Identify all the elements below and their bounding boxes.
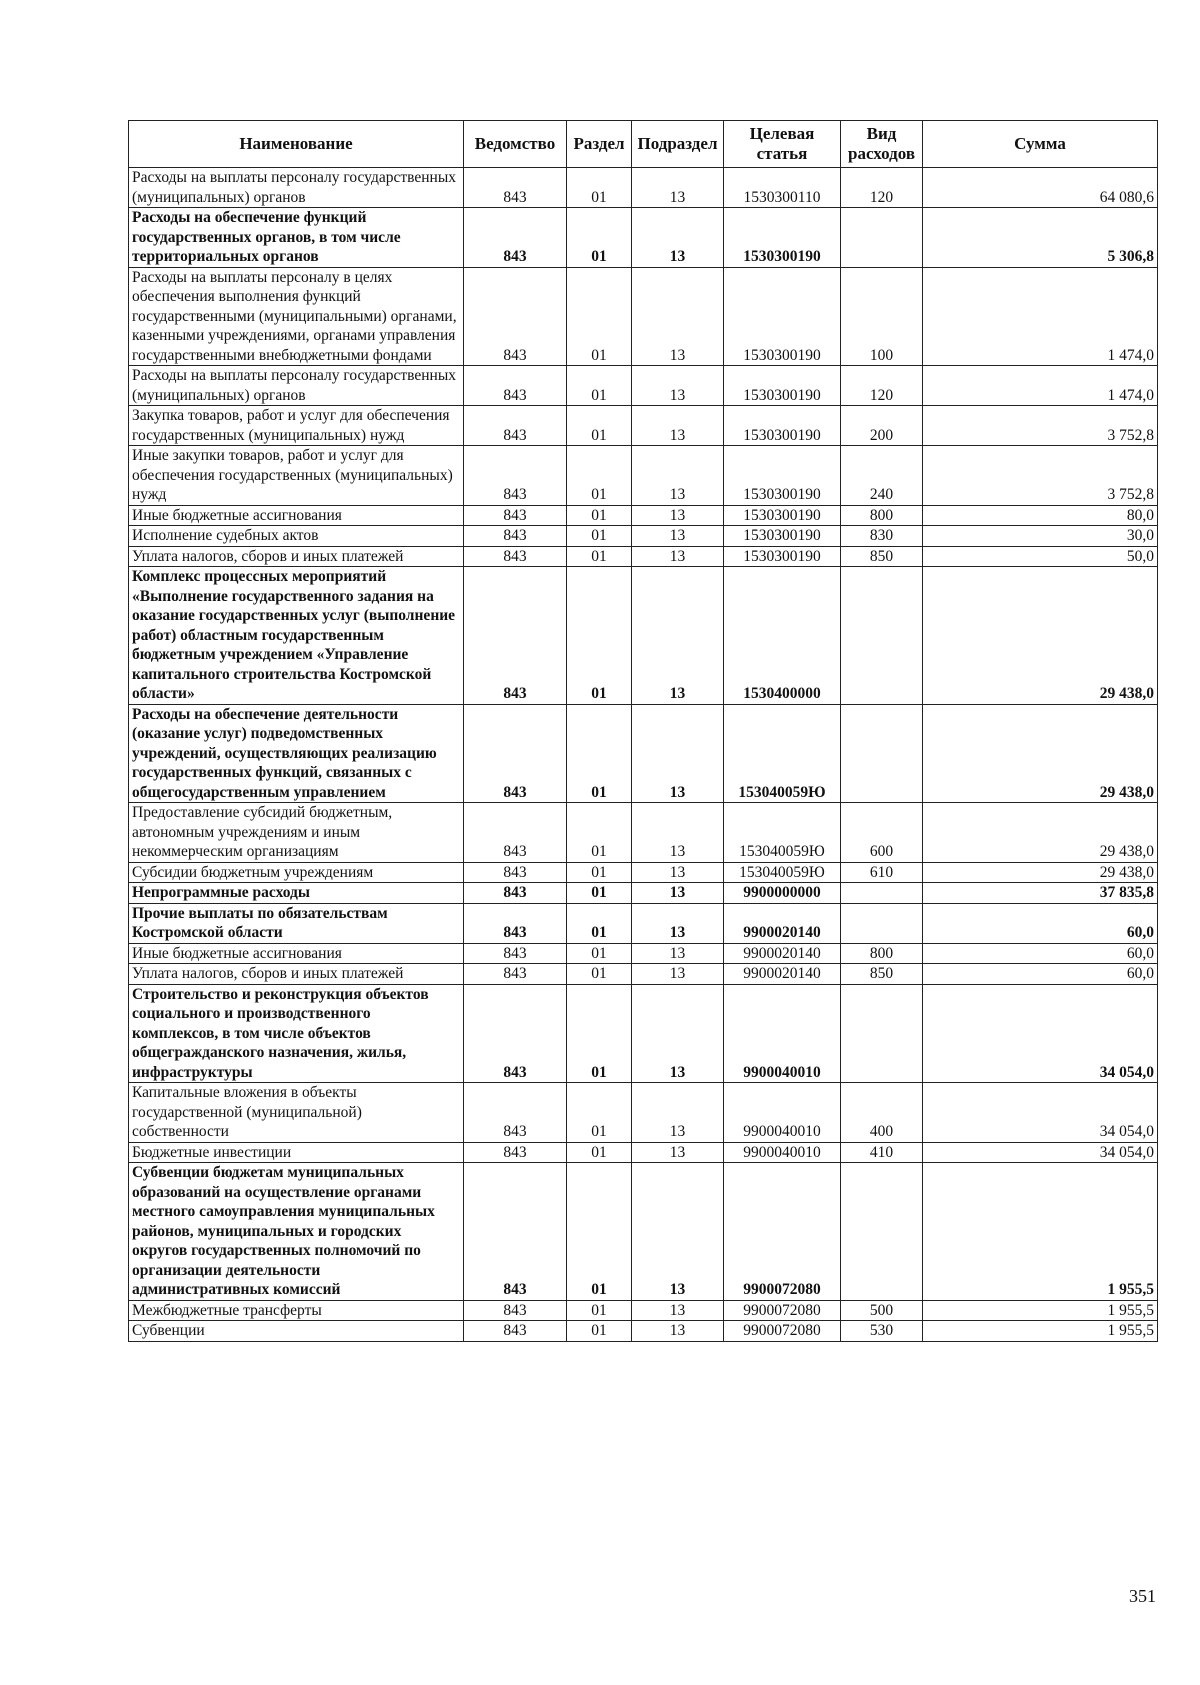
cell-name: Расходы на обеспечение функций государственных органов, в том числе территориальных органов xyxy=(129,208,464,268)
cell-subsection: 13 xyxy=(632,803,724,863)
cell-target: 9900000000 xyxy=(724,883,841,904)
header-row xyxy=(129,121,1158,168)
cell-department: 843 xyxy=(464,903,567,943)
header-name: Наименование xyxy=(129,121,464,168)
cell-target: 9900040010 xyxy=(724,1142,841,1163)
cell-name: Расходы на выплаты персоналу в целях обеспечения выполнения функций государственными (муниципальными) органами, казенными учреждениями, органами управления государственными внебюджетными фондами xyxy=(129,267,464,366)
cell-department: 843 xyxy=(464,546,567,567)
cell-section: 01 xyxy=(567,1083,632,1143)
cell-subsection: 13 xyxy=(632,406,724,446)
header-section: Раздел xyxy=(567,121,632,168)
cell-amount: 50,0 xyxy=(923,546,1158,567)
cell-subsection: 13 xyxy=(632,208,724,268)
cell-target: 9900020140 xyxy=(724,964,841,985)
header-type: Вид расходов xyxy=(841,121,923,168)
cell-department: 843 xyxy=(464,704,567,803)
cell-department: 843 xyxy=(464,1142,567,1163)
cell-name: Субвенции бюджетам муниципальных образований на осуществление органами местного самоуправления муниципальных районов, муниципальных и городских округов государственных полномочий по организации деятельности административных комиссий xyxy=(129,1163,464,1301)
cell-name: Прочие выплаты по обязательствам Костромской области xyxy=(129,903,464,943)
cell-type: 610 xyxy=(841,862,923,883)
cell-amount: 64 080,6 xyxy=(923,168,1158,208)
cell-amount: 1 955,5 xyxy=(923,1321,1158,1342)
cell-type: 800 xyxy=(841,943,923,964)
cell-department: 843 xyxy=(464,168,567,208)
cell-amount: 34 054,0 xyxy=(923,984,1158,1083)
cell-type: 600 xyxy=(841,803,923,863)
cell-name: Уплата налогов, сборов и иных платежей xyxy=(129,964,464,985)
cell-section: 01 xyxy=(567,862,632,883)
cell-subsection: 13 xyxy=(632,505,724,526)
cell-target: 1530300190 xyxy=(724,546,841,567)
cell-subsection: 13 xyxy=(632,883,724,904)
cell-department: 843 xyxy=(464,567,567,705)
cell-subsection: 13 xyxy=(632,1300,724,1321)
cell-section: 01 xyxy=(567,903,632,943)
cell-type: 120 xyxy=(841,366,923,406)
table-row xyxy=(129,406,1158,446)
cell-target: 1530300190 xyxy=(724,446,841,506)
cell-subsection: 13 xyxy=(632,943,724,964)
cell-target: 1530300190 xyxy=(724,267,841,366)
cell-name: Расходы на выплаты персоналу государственных (муниципальных) органов xyxy=(129,366,464,406)
cell-target: 1530300190 xyxy=(724,505,841,526)
table-row xyxy=(129,446,1158,506)
cell-section: 01 xyxy=(567,803,632,863)
cell-subsection: 13 xyxy=(632,567,724,705)
cell-subsection: 13 xyxy=(632,1142,724,1163)
cell-department: 843 xyxy=(464,943,567,964)
cell-type: 400 xyxy=(841,1083,923,1143)
cell-subsection: 13 xyxy=(632,168,724,208)
cell-target: 9900072080 xyxy=(724,1321,841,1342)
cell-department: 843 xyxy=(464,267,567,366)
cell-subsection: 13 xyxy=(632,984,724,1083)
cell-section: 01 xyxy=(567,267,632,366)
cell-subsection: 13 xyxy=(632,1321,724,1342)
cell-type: 830 xyxy=(841,526,923,547)
cell-type: 800 xyxy=(841,505,923,526)
cell-target: 153040059Ю xyxy=(724,704,841,803)
cell-amount: 29 438,0 xyxy=(923,704,1158,803)
cell-section: 01 xyxy=(567,704,632,803)
cell-type: 100 xyxy=(841,267,923,366)
cell-name: Закупка товаров, работ и услуг для обеспечения государственных (муниципальных) нужд xyxy=(129,406,464,446)
header-subsection: Подраздел xyxy=(632,121,724,168)
cell-amount: 29 438,0 xyxy=(923,803,1158,863)
cell-department: 843 xyxy=(464,406,567,446)
table-row xyxy=(129,267,1158,366)
cell-amount: 34 054,0 xyxy=(923,1142,1158,1163)
table-row xyxy=(129,803,1158,863)
table-row xyxy=(129,1163,1158,1301)
cell-subsection: 13 xyxy=(632,267,724,366)
cell-name: Иные бюджетные ассигнования xyxy=(129,943,464,964)
cell-amount: 29 438,0 xyxy=(923,862,1158,883)
cell-name: Строительство и реконструкция объектов социального и производственного комплексов, в том числе объектов общегражданского назначения, жилья, инфраструктуры xyxy=(129,984,464,1083)
cell-target: 9900072080 xyxy=(724,1300,841,1321)
cell-department: 843 xyxy=(464,208,567,268)
cell-target: 1530400000 xyxy=(724,567,841,705)
table-row xyxy=(129,567,1158,705)
cell-amount: 1 955,5 xyxy=(923,1163,1158,1301)
header-target: Целевая статья xyxy=(724,121,841,168)
page-number: 351 xyxy=(1129,1586,1156,1606)
cell-subsection: 13 xyxy=(632,903,724,943)
cell-target: 153040059Ю xyxy=(724,803,841,863)
cell-target: 9900020140 xyxy=(724,903,841,943)
cell-type: 120 xyxy=(841,168,923,208)
cell-department: 843 xyxy=(464,1083,567,1143)
cell-amount: 29 438,0 xyxy=(923,567,1158,705)
table-row xyxy=(129,1142,1158,1163)
cell-amount: 1 474,0 xyxy=(923,366,1158,406)
cell-department: 843 xyxy=(464,1321,567,1342)
table-row xyxy=(129,943,1158,964)
table-row xyxy=(129,964,1158,985)
cell-subsection: 13 xyxy=(632,1083,724,1143)
cell-subsection: 13 xyxy=(632,366,724,406)
cell-section: 01 xyxy=(567,526,632,547)
cell-target: 9900040010 xyxy=(724,1083,841,1143)
table-row xyxy=(129,862,1158,883)
table-body xyxy=(129,168,1158,1342)
cell-department: 843 xyxy=(464,883,567,904)
cell-type: 500 xyxy=(841,1300,923,1321)
cell-section: 01 xyxy=(567,1163,632,1301)
cell-type: 530 xyxy=(841,1321,923,1342)
cell-section: 01 xyxy=(567,943,632,964)
cell-section: 01 xyxy=(567,446,632,506)
cell-target: 1530300110 xyxy=(724,168,841,208)
cell-name: Иные бюджетные ассигнования xyxy=(129,505,464,526)
cell-department: 843 xyxy=(464,803,567,863)
budget-table xyxy=(128,120,1158,1342)
cell-type xyxy=(841,883,923,904)
cell-target: 1530300190 xyxy=(724,366,841,406)
cell-department: 843 xyxy=(464,1300,567,1321)
cell-amount: 1 474,0 xyxy=(923,267,1158,366)
table-row xyxy=(129,505,1158,526)
cell-target: 1530300190 xyxy=(724,406,841,446)
table-row xyxy=(129,1300,1158,1321)
cell-subsection: 13 xyxy=(632,446,724,506)
cell-type: 850 xyxy=(841,964,923,985)
cell-type: 240 xyxy=(841,446,923,506)
cell-department: 843 xyxy=(464,862,567,883)
header-department: Ведомство xyxy=(464,121,567,168)
cell-section: 01 xyxy=(567,1142,632,1163)
cell-section: 01 xyxy=(567,168,632,208)
cell-subsection: 13 xyxy=(632,1163,724,1301)
cell-section: 01 xyxy=(567,406,632,446)
cell-name: Исполнение судебных актов xyxy=(129,526,464,547)
cell-type xyxy=(841,984,923,1083)
cell-section: 01 xyxy=(567,883,632,904)
table-row xyxy=(129,984,1158,1083)
table-row xyxy=(129,1083,1158,1143)
cell-subsection: 13 xyxy=(632,704,724,803)
cell-name: Непрограммные расходы xyxy=(129,883,464,904)
cell-department: 843 xyxy=(464,964,567,985)
cell-amount: 34 054,0 xyxy=(923,1083,1158,1143)
cell-amount: 5 306,8 xyxy=(923,208,1158,268)
table-row xyxy=(129,366,1158,406)
cell-department: 843 xyxy=(464,446,567,506)
cell-amount: 80,0 xyxy=(923,505,1158,526)
cell-name: Уплата налогов, сборов и иных платежей xyxy=(129,546,464,567)
cell-amount: 30,0 xyxy=(923,526,1158,547)
cell-type xyxy=(841,903,923,943)
cell-section: 01 xyxy=(567,1321,632,1342)
cell-name: Межбюджетные трансферты xyxy=(129,1300,464,1321)
cell-amount: 3 752,8 xyxy=(923,446,1158,506)
cell-amount: 37 835,8 xyxy=(923,883,1158,904)
table-row xyxy=(129,903,1158,943)
cell-name: Предоставление субсидий бюджетным, автономным учреждениям и иным некоммерческим организациям xyxy=(129,803,464,863)
table-row xyxy=(129,883,1158,904)
cell-section: 01 xyxy=(567,208,632,268)
cell-amount: 60,0 xyxy=(923,964,1158,985)
cell-subsection: 13 xyxy=(632,964,724,985)
table-row xyxy=(129,704,1158,803)
cell-name: Комплекс процессных мероприятий «Выполнение государственного задания на оказание государственных услуг (выполнение работ) областным государственным бюджетным учреждением «Управление капитального строительства Костромской области» xyxy=(129,567,464,705)
table-row xyxy=(129,168,1158,208)
table-row xyxy=(129,546,1158,567)
cell-section: 01 xyxy=(567,366,632,406)
cell-subsection: 13 xyxy=(632,526,724,547)
cell-target: 9900020140 xyxy=(724,943,841,964)
table-row xyxy=(129,526,1158,547)
cell-department: 843 xyxy=(464,1163,567,1301)
cell-amount: 3 752,8 xyxy=(923,406,1158,446)
cell-section: 01 xyxy=(567,1300,632,1321)
table-row xyxy=(129,1321,1158,1342)
cell-type: 200 xyxy=(841,406,923,446)
cell-name: Иные закупки товаров, работ и услуг для обеспечения государственных (муниципальных) нужд xyxy=(129,446,464,506)
cell-type xyxy=(841,704,923,803)
cell-name: Капитальные вложения в объекты государственной (муниципальной) собственности xyxy=(129,1083,464,1143)
cell-department: 843 xyxy=(464,984,567,1083)
cell-section: 01 xyxy=(567,964,632,985)
cell-type xyxy=(841,567,923,705)
cell-section: 01 xyxy=(567,984,632,1083)
cell-name: Субсидии бюджетным учреждениям xyxy=(129,862,464,883)
cell-type xyxy=(841,1163,923,1301)
cell-target: 153040059Ю xyxy=(724,862,841,883)
cell-department: 843 xyxy=(464,505,567,526)
cell-target: 9900072080 xyxy=(724,1163,841,1301)
cell-name: Субвенции xyxy=(129,1321,464,1342)
cell-amount: 1 955,5 xyxy=(923,1300,1158,1321)
cell-department: 843 xyxy=(464,526,567,547)
cell-department: 843 xyxy=(464,366,567,406)
cell-type: 850 xyxy=(841,546,923,567)
cell-name: Бюджетные инвестиции xyxy=(129,1142,464,1163)
cell-target: 1530300190 xyxy=(724,526,841,547)
cell-type: 410 xyxy=(841,1142,923,1163)
cell-name: Расходы на выплаты персоналу государственных (муниципальных) органов xyxy=(129,168,464,208)
cell-amount: 60,0 xyxy=(923,903,1158,943)
cell-target: 9900040010 xyxy=(724,984,841,1083)
cell-name: Расходы на обеспечение деятельности (оказание услуг) подведомственных учреждений, осуществляющих реализацию государственных функций, связанных с общегосударственным управлением xyxy=(129,704,464,803)
cell-subsection: 13 xyxy=(632,862,724,883)
cell-type xyxy=(841,208,923,268)
cell-subsection: 13 xyxy=(632,546,724,567)
table-row xyxy=(129,208,1158,268)
cell-section: 01 xyxy=(567,567,632,705)
cell-target: 1530300190 xyxy=(724,208,841,268)
cell-section: 01 xyxy=(567,505,632,526)
cell-amount: 60,0 xyxy=(923,943,1158,964)
header-amount: Сумма xyxy=(923,121,1158,168)
cell-section: 01 xyxy=(567,546,632,567)
